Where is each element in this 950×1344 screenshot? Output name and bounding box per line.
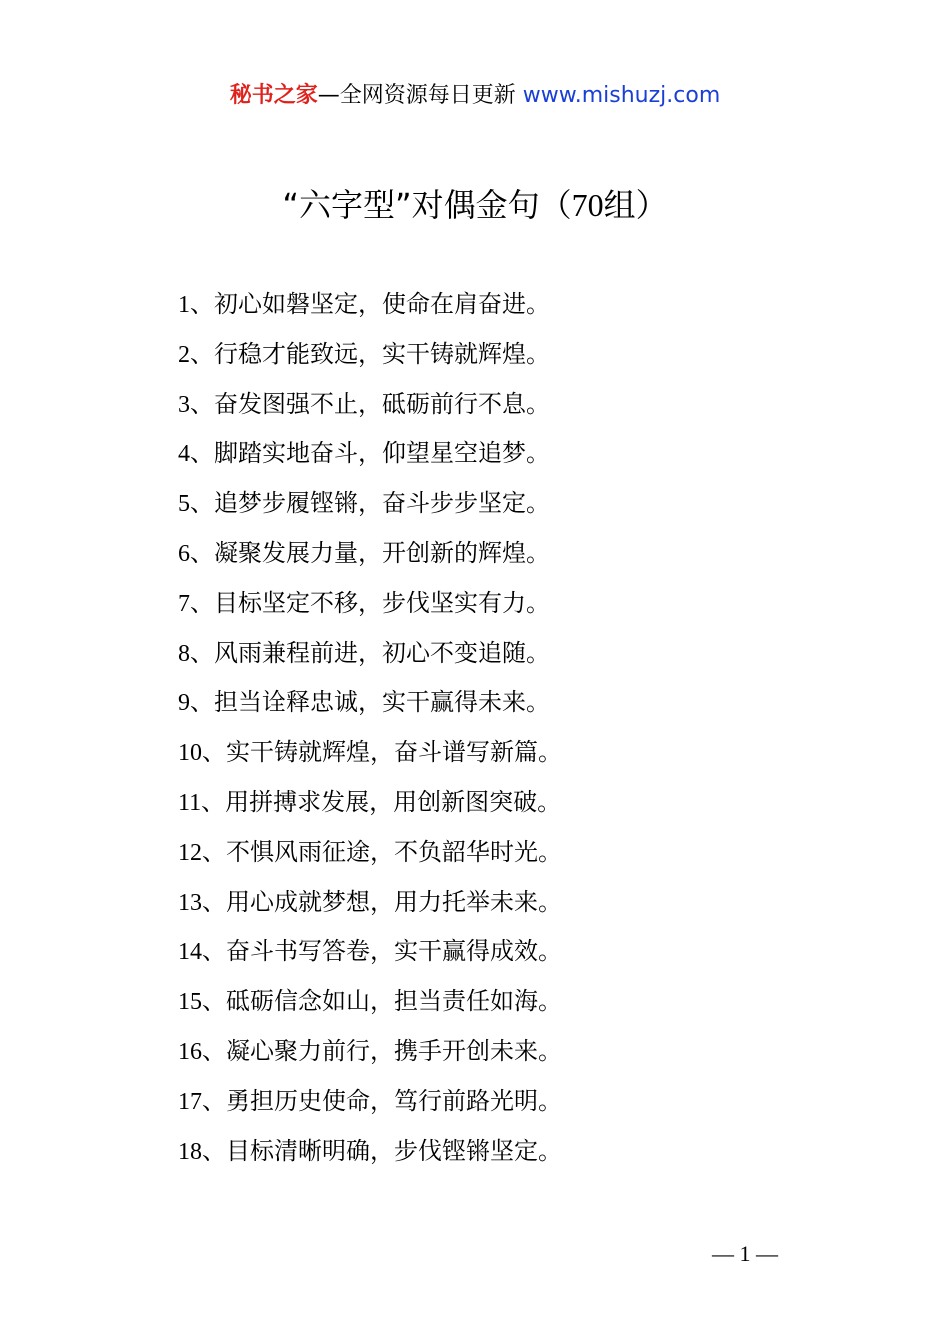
list-item [178,732,562,782]
item-text: 、行稳才能致远，实干铸就辉煌。 [190,339,550,368]
list-item [178,533,562,583]
list-item [178,882,562,932]
list-item [178,1031,562,1081]
page-number: — 1 — [712,1241,778,1266]
item-text: 、凝心聚力前行，携手开创未来。 [202,1036,562,1065]
list-item [178,583,562,633]
list-item [178,483,562,533]
item-number: 14 [178,939,202,966]
item-text: 、担当诠释忠诚，实干赢得未来。 [190,688,550,717]
item-text: 、砥砺信念如山，担当责任如海。 [202,987,562,1016]
item-number: 4 [178,441,190,468]
item-number: 3 [178,391,190,418]
item-text: 、奋发图强不止，砥砺前行不息。 [190,389,550,418]
item-text: 、追梦步履铿锵，奋斗步步坚定。 [190,489,550,518]
item-number: 17 [178,1088,202,1115]
list-item [178,832,562,882]
item-text: 、用心成就梦想，用力托举未来。 [202,887,562,916]
item-number: 15 [178,989,202,1016]
item-number: 12 [178,839,202,866]
sentence-list [178,284,562,1180]
list-item [178,682,562,732]
item-text: 、目标清晰明确，步伐铿锵坚定。 [202,1136,562,1165]
item-text: 、凝聚发展力量，开创新的辉煌。 [190,538,550,567]
item-number: 1 [178,292,190,318]
list-item [178,633,562,683]
item-text: 、不惧风雨征途，不负韶华时光。 [202,837,562,866]
item-number: 11 [178,789,202,816]
list-item [178,284,562,334]
title-prefix: “六字型”对偶金句（ [282,186,572,224]
item-text: 、用拼搏求发展，用创新图突破。 [201,787,562,816]
list-item [178,334,562,384]
item-number: 7 [178,590,190,617]
item-number: 16 [178,1038,202,1065]
item-number: 8 [178,640,190,667]
item-number: 18 [178,1138,202,1165]
item-text: 、勇担历史使命，笃行前路光明。 [202,1086,562,1115]
document-title [0,183,950,227]
item-number: 6 [178,540,190,567]
site-url-link[interactable]: www.mishuzj.com [522,83,721,108]
site-header [0,80,950,112]
item-text: 、奋斗书写答卷，实干赢得成效。 [202,937,562,966]
header-tagline: —全网资源每日更新 [317,83,516,108]
item-text: 、风雨兼程前进，初心不变追随。 [190,638,550,667]
title-count: 70 [571,187,604,223]
list-item [178,981,562,1031]
item-text: 、实干铸就辉煌，奋斗谱写新篇。 [202,738,562,767]
item-text: 、脚踏实地奋斗，仰望星空追梦。 [190,439,550,468]
list-item [178,931,562,981]
list-item [178,1131,562,1181]
brand-name: 秘书之家 [229,83,318,108]
title-suffix: 组） [603,186,668,224]
list-item [178,782,562,832]
list-item [178,384,562,434]
item-number: 10 [178,740,202,767]
item-number: 2 [178,341,190,368]
list-item [178,433,562,483]
item-text: 、初心如磐坚定，使命在肩奋进。 [190,290,550,318]
item-text: 、目标坚定不移，步伐坚实有力。 [190,588,550,617]
item-number: 9 [178,690,190,717]
list-item [178,1081,562,1131]
item-number: 5 [178,491,190,518]
item-number: 13 [178,889,202,916]
